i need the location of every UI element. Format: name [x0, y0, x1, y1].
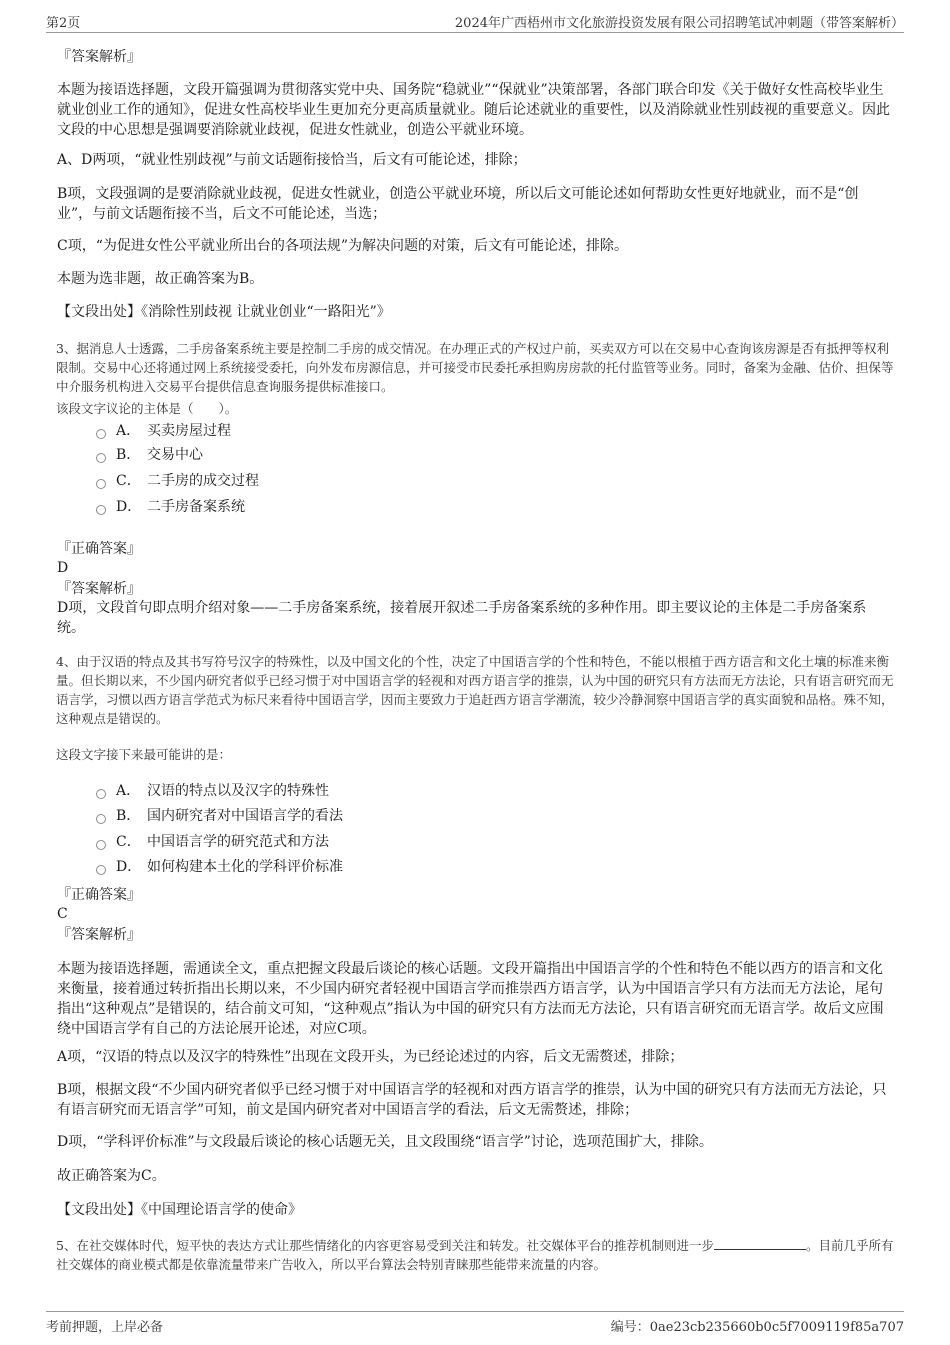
q3-stem: 3、据消息人士透露，二手房备案系统主要是控制二手房的成交情况。在办理正式的产权过户前，买卖双方可以在交易中心查询该房源是否有抵押等权利限制。交易中心还将通过网上系统接受委托，向外发布房源信息，并可接受市民委托承担购房房款的托付监管等业务。同时，备案为金融、估价、担保等中介服务机构进入交易平台提供信息查询服务提供标准接口。	[56, 341, 894, 394]
q4-answer: C	[57, 906, 68, 922]
option-text: 如何构建本土化的学科评价标准	[147, 859, 343, 875]
radio-icon[interactable]	[96, 429, 106, 439]
radio-icon[interactable]	[96, 789, 106, 799]
q4-analysis-d: D项，“学科评价标准”与文段最后谈论的核心话题无关，且文段围绕“语言学”讨论，选项范围扩大，排除。	[57, 1134, 713, 1150]
radio-icon[interactable]	[96, 453, 106, 463]
radio-icon[interactable]	[96, 865, 106, 875]
q3-question: 该段文字议论的主体是（ ）。	[56, 401, 238, 416]
q4-analysis-label: 『答案解析』	[57, 927, 141, 943]
q4-conclusion: 故正确答案为C。	[57, 1168, 166, 1184]
option-text: 二手房备案系统	[147, 499, 245, 515]
q3-option-b[interactable]	[96, 445, 203, 465]
option-letter: C．	[116, 834, 141, 850]
q2-conclusion: 本题为选非题，故正确答案为B。	[57, 271, 264, 287]
q4-option-c[interactable]	[96, 832, 329, 852]
option-text: 国内研究者对中国语言学的看法	[147, 808, 343, 824]
radio-icon[interactable]	[96, 814, 106, 824]
footer-slogan: 考前押题，上岸必备	[46, 1320, 164, 1335]
option-letter: C．	[116, 473, 141, 489]
option-letter: D．	[116, 499, 142, 515]
document-title: 2024年广西梧州市文化旅游投资发展有限公司招聘笔试冲刺题（带答案解析）	[454, 16, 904, 31]
option-text: 中国语言学的研究范式和方法	[147, 834, 329, 850]
q3-analysis: D项，文段首句即点明介绍对象——二手房备案系统，接着展开叙述二手房备案系统的多种作用。即主要议论的主体是二手房备案系统。	[57, 600, 867, 636]
option-text: 交易中心	[147, 447, 203, 463]
q4-stem: 4、由于汉语的特点及其书写符号汉字的特殊性，以及中国文化的个性，决定了中国语言学的个性和特色，不能以根植于西方语言和文化土壤的标准来衡量。但长期以来，不少国内研究者似乎已经习惯于对中国语言学的轻视和对西方语言学的推崇，认为中国的研究只有方法而无方法论，只有语言研究而无语言学，习惯以西方语言学范式为标尺来看待中国语言学，因而主要致力于追赶西方语言学潮流，较少冷静洞察中国语言学的真实面貌和品格。殊不知，这种观点是错误的。	[56, 654, 894, 726]
q2-analysis-ad: A、D两项，“就业性别歧视”与前文话题衔接恰当，后文有可能论述，排除；	[57, 152, 527, 168]
q5-stem-after: 。目前几乎所有社交媒体的商业模式都是依靠流量带来广告收入，所以平台算法会特别青睐那些能带来流量的内容。	[56, 1238, 894, 1272]
q2-analysis-intro: 本题为接语选择题，文段开篇强调为贯彻落实党中央、国务院“稳就业”“保就业”决策部署，各部门联合印发《关于做好女性高校毕业生就业创业工作的通知》，促进女性高校毕业生更加充分更高质量就业。随后论述就业的重要性，以及消除就业性别歧视的重要意义。因此文段的中心思想是强调要消除就业歧视，促进女性就业，创造公平就业环境。	[57, 82, 890, 138]
q4-analysis-b: B项，根据文段“不少国内研究者似乎已经习惯于对中国语言学的轻视和对西方语言学的推崇，认为中国的研究只有方法而无方法论，只有语言研究而无语言学”可知，前文是国内研究者对中国语言学的看法，后文无需赘述，排除；	[57, 1082, 887, 1118]
page-header	[46, 10, 904, 33]
document-id: 编号：0ae23cb235660b0c5f7009119f85a707	[610, 1320, 904, 1335]
q3-correct-label: 『正确答案』	[57, 541, 141, 557]
option-text: 买卖房屋过程	[147, 423, 231, 439]
q4-question: 这段文字接下来最可能讲的是：	[56, 747, 232, 762]
q3-analysis-label: 『答案解析』	[57, 581, 141, 597]
option-letter: B．	[116, 447, 141, 463]
q3-option-a[interactable]	[96, 421, 231, 441]
q5-stem-before: 5、在社交媒体时代，短平快的表达方式让那些情绪化的内容更容易受到关注和转发。社交媒体平台的推荐机制则进一步	[56, 1238, 714, 1253]
page-number: 第2页	[46, 16, 81, 31]
option-text: 二手房的成交过程	[147, 473, 259, 489]
q2-analysis-b: B项，文段强调的是要消除就业歧视，促进女性就业，创造公平就业环境，所以后文可能论述如何帮助女性更好地就业，而不是“创业”，与前文话题衔接不当，后文不可能论述，当选；	[57, 186, 859, 222]
option-text: 汉语的特点以及汉字的特殊性	[147, 783, 329, 799]
option-letter: D．	[116, 859, 142, 875]
q3-option-c[interactable]	[96, 471, 259, 491]
q2-analysis-label: 『答案解析』	[57, 49, 141, 65]
q4-analysis-a: A项，“汉语的特点以及汉字的特殊性”出现在文段开头，为已经论述过的内容，后文无需赘述，排除；	[57, 1049, 684, 1065]
q4-option-a[interactable]	[96, 781, 329, 801]
q3-answer: D	[57, 560, 69, 576]
q4-analysis: 本题为接语选择题，需通读全文，重点把握文段最后谈论的核心话题。文段开篇指出中国语言学的个性和特色不能以西方的语言和文化来衡量，接着通过转折指出长期以来，不少国内研究者轻视中国语言学而推崇西方语言学，认为中国语言学只有方法而无方法论，尾句指出“这种观点”是错误的，结合前文可知，“这种观点”指认为中国的研究只有方法而无方法论，只有语言研究而无语言学。故后文应围绕中国语言学有自己的方法论展开论述，对应C项。	[57, 961, 884, 1037]
q4-option-b[interactable]	[96, 806, 343, 826]
option-letter: A．	[116, 423, 141, 439]
radio-icon[interactable]	[96, 840, 106, 850]
fill-blank	[714, 1237, 806, 1250]
q2-analysis-c: C项，“为促进女性公平就业所出台的各项法规”为解决问题的对策，后文有可能论述，排除。	[57, 238, 629, 254]
q4-correct-label: 『正确答案』	[57, 887, 141, 903]
q5-stem	[56, 1236, 894, 1274]
option-letter: A．	[116, 783, 141, 799]
radio-icon[interactable]	[96, 505, 106, 515]
radio-icon[interactable]	[96, 479, 106, 489]
option-letter: B．	[116, 808, 141, 824]
q3-option-d[interactable]	[96, 497, 245, 517]
q4-source: 【文段出处】《中国理论语言学的使命》	[57, 1202, 302, 1218]
page-footer	[46, 1311, 904, 1336]
q4-option-d[interactable]	[96, 857, 343, 877]
q2-source: 【文段出处】《消除性别歧视 让就业创业“一路阳光”》	[57, 304, 391, 320]
